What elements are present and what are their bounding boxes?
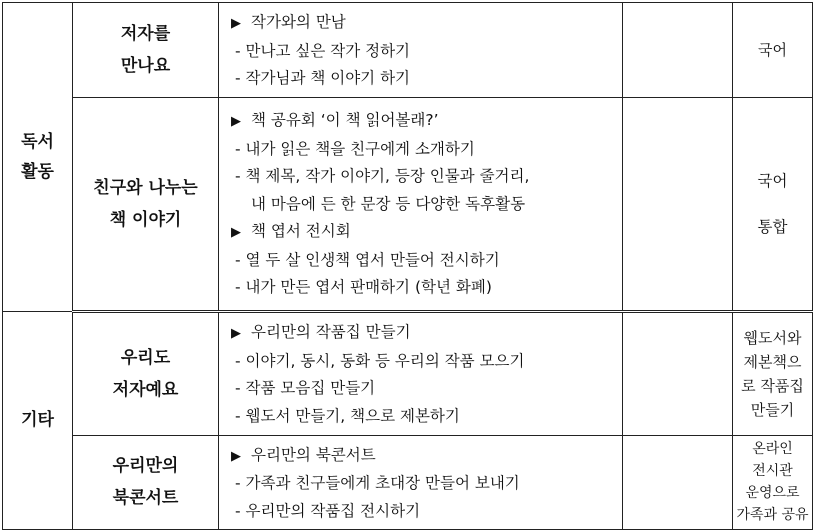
empty-cell [623,435,733,530]
subject-label: 제본책으 [743,352,802,371]
program-name-cell [73,3,219,98]
activity-item: - 작품 모음집 만들기 [235,379,376,397]
subject-cell [733,311,813,435]
activities-cell [219,435,623,530]
activity-item: - 이야기, 동시, 동화 등 우리의 작품 모으기 [235,351,525,370]
activity-item: - 가족과 친구들에게 초대장 만들어 보내기 [235,474,520,492]
activity-heading: ▶ 책 엽서 전시회 [231,218,622,247]
program-name-line: 만나요 [120,55,171,76]
activities-cell [219,311,623,435]
subject-label: 로 작품집 [741,376,804,395]
activity-item: - 만나고 싶은 작가 정하기 [235,41,411,60]
category-label: 기타 [21,410,54,431]
activity-item: - 내가 읽은 책을 친구에게 소개하기 [235,139,475,158]
activity-item-continued: 내 마음에 든 한 문장 등 다양한 독후활동 [251,194,526,213]
empty-cell [623,97,733,311]
activity-item: - 웹도서 만들기, 책으로 제본하기 [235,406,460,425]
program-name-cell [73,435,219,530]
category-label: 활동 [21,161,54,182]
activities-cell [219,3,623,98]
program-name-cell [73,311,219,435]
activity-heading: ▶ 우리만의 작품집 만들기 [231,319,622,348]
table-row [3,97,813,311]
activity-plan-table [2,2,813,530]
subject-label: 웹도서와 [743,328,802,347]
program-name-line: 책 이야기 [109,209,182,230]
program-name-line: 친구와 나누는 [93,177,198,198]
subject-label: 운영으로 [745,485,800,502]
activity-heading: ▶ 우리만의 북콘서트 [231,442,622,471]
activity-item: - 내가 만든 엽서 판매하기 (학년 화폐) [235,278,492,297]
program-name-line: 우리도 [120,347,171,368]
program-name-line: 저자예요 [112,379,179,400]
empty-cell [623,311,733,435]
subject-label: 만들기 [750,400,795,419]
activity-item: - 우리만의 작품집 전시하기 [235,501,421,520]
subject-label: 통합 [757,217,788,236]
activity-item: - 책 제목, 작가 이야기, 등장 인물과 줄거리, [235,167,530,186]
activity-heading: ▶ 작가와의 만남 [231,9,622,38]
subject-label: 가족과 공유 [736,507,809,524]
subject-cell [733,435,813,530]
category-cell-other [3,311,73,530]
activity-heading: ▶ 책 공유회 ‘이 책 읽어볼래?’ [231,107,622,136]
activity-item: - 작가님과 책 이야기 하기 [235,69,411,87]
table-row [3,311,813,435]
table-row [3,3,813,98]
subject-cell [733,3,813,98]
program-name-line: 북콘서트 [112,488,179,509]
category-cell-reading [3,3,73,312]
table-row [3,435,813,530]
subject-label: 전시관 [752,463,793,480]
program-name-line: 우리만의 [112,456,179,477]
activity-item: - 열 두 살 인생책 엽서 만들어 전시하기 [235,250,500,269]
subject-label: 온라인 [752,441,793,458]
empty-cell [623,3,733,98]
program-name-cell [73,97,219,311]
subject-cell [733,97,813,311]
activities-cell [219,97,623,311]
subject-label: 국어 [757,171,788,190]
subject-label: 국어 [758,40,787,59]
category-label: 독서 [21,131,54,152]
program-name-line: 저자를 [120,23,171,44]
